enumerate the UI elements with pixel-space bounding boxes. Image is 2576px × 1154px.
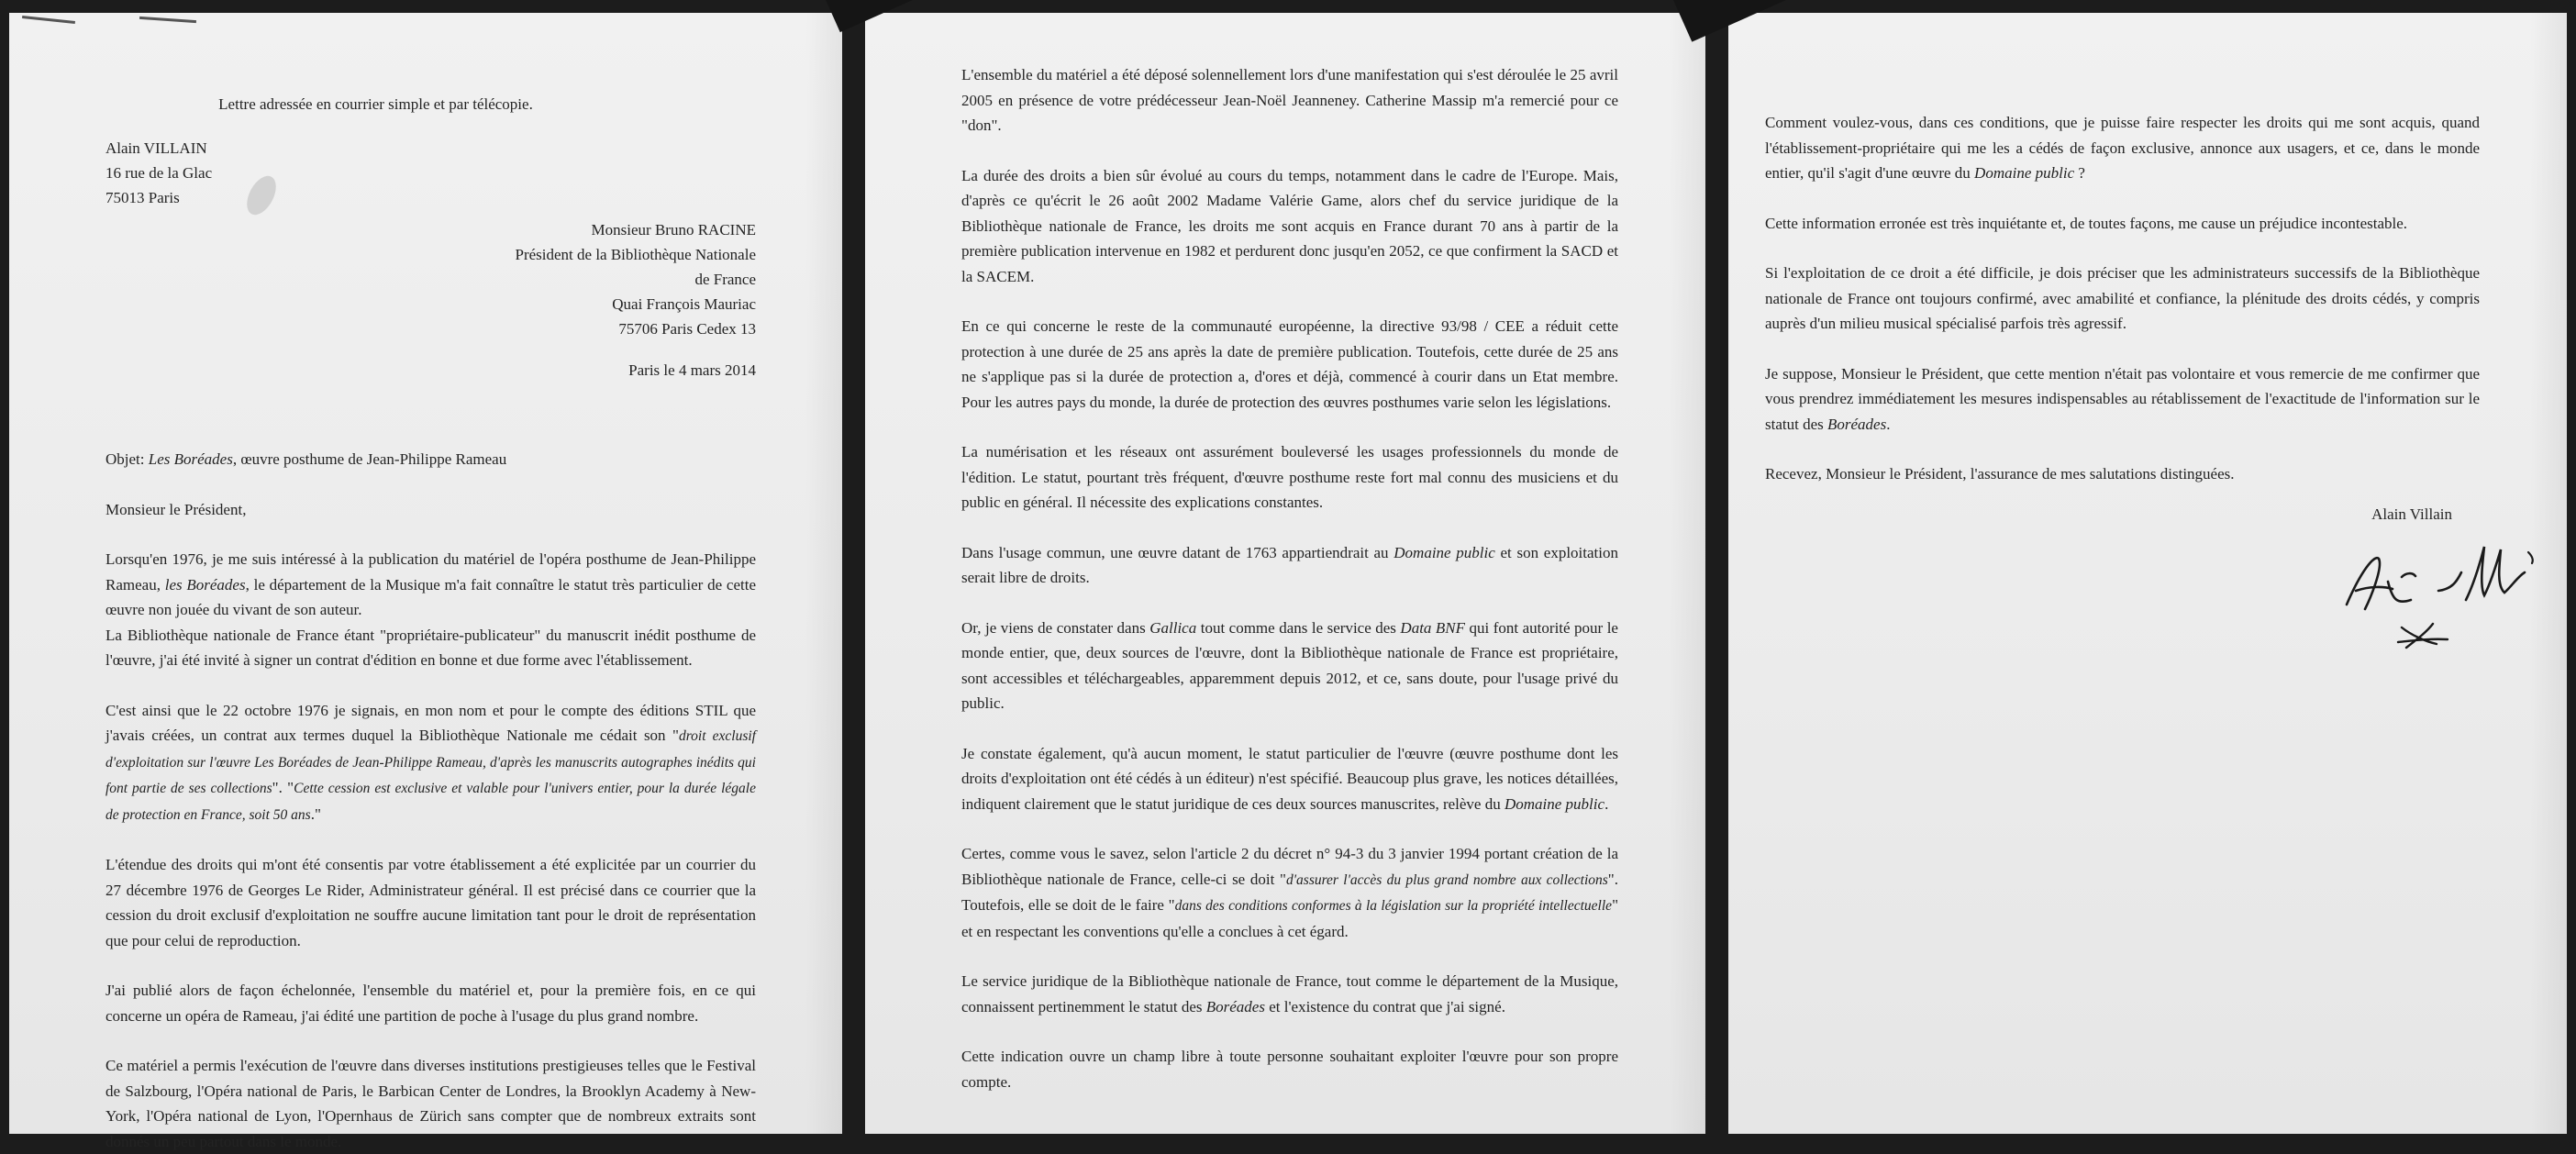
paragraph: La durée des droits a bien sûr évolué au cours du temps, notamment dans le cadre de l'Europe. Mais, d'après ce qu'écrit le 26 août 2002 Madame Valérie Game, alors chef du service juridique de la Bibliothèque nationale de France, les droits me sont acquis en France durant 70 ans à partir de la première publication intervenue en 1982 et perdurent donc jusqu'en 2052, ce que confirment la SACD et la SACEM. — [961, 166, 1618, 285]
sender-address — [105, 136, 756, 210]
sender-line: Alain VILLAIN — [105, 139, 207, 157]
paragraph: C'est ainsi que le 22 octobre 1976 je signais, en mon nom et pour le compte des éditions STIL que j'avais créées, un contrat aux termes duquel la Bibliothèque Nationale me cédait son "droit exclusif d'exploitation sur l'œuvre Les Boréades de Jean-Philippe Rameau, d'après les manuscrits autographes inédits qui font partie de ses collections". "Cette cession est exclusive et valable pour l'univers entier, pour la durée légale de protection en France, soit 50 ans." — [105, 701, 756, 823]
paragraph: Cette indication ouvre un champ libre à toute personne souhaitant exploiter l'œuvre pour son propre compte. — [961, 1048, 1618, 1091]
paragraph: J'ai publié alors de façon échelonnée, l'ensemble du matériel et, pour la première fois, en ce qui concerne un opéra de Rameau, j'ai édité une partition de poche à l'usage du plus grand nombre. — [105, 982, 756, 1025]
recipient-line: 75706 Paris Cedex 13 — [618, 319, 756, 338]
paragraph: Lorsqu'en 1976, je me suis intéressé à la publication du matériel de l'opéra posthume de Jean-Philippe Rameau, les Boréades, le département de la Musique m'a fait connaître le statut très particulier de cette œuvre non jouée du vivant de son auteur. — [105, 550, 756, 618]
paragraph: Recevez, Monsieur le Président, l'assurance de mes salutations distinguées. — [1765, 465, 2235, 483]
paragraph: L'ensemble du matériel a été déposé solennellement lors d'une manifestation qui s'est déroulée le 25 avril 2005 en présence de votre prédécesseur Jean-Noël Jeanneney. Catherine Massip m'a remercié pour ce "don". — [961, 66, 1618, 134]
recipient-line: Président de la Bibliothèque Nationale — [515, 245, 756, 263]
paragraph: Cette information erronée est très inquiétante et, de toutes façons, me cause un préjudice incontestable. — [1765, 214, 2408, 232]
paragraph: Or, je viens de constater dans Gallica tout comme dans le service des Data BNF qui font autorité pour le monde entier, que, deux sources de l'œuvre, dont la Bibliothèque nationale de France est propriétaire, sont accessibles et téléchargeables, apparemment depuis 2012, et ce, sans doute, pour l'usage privé du public. — [961, 618, 1618, 712]
folded-corner — [1673, 0, 1884, 42]
paragraph: La Bibliothèque nationale de France étant "propriétaire-publicateur" du manuscrit inédit posthume de l'œuvre, j'ai été invité à signer un contrat d'édition en bonne et due forme avec l'établissement. — [105, 626, 756, 669]
header-note: Lettre adressée en courrier simple et par télécopie. — [218, 95, 533, 113]
letter-date: Paris le 4 mars 2014 — [628, 361, 756, 379]
page-shadow — [805, 13, 842, 1134]
recipient-line: Monsieur Bruno RACINE — [591, 220, 756, 239]
salutation: Monsieur le Président, — [105, 500, 247, 518]
recipient-line: de France — [694, 270, 756, 288]
paragraph: Dans l'usage commun, une œuvre datant de 1763 appartiendrait au Domaine public et son exploitation serait libre de droits. — [961, 543, 1618, 586]
page-shadow — [1669, 13, 1705, 1134]
subject-title: Les Boréades — [148, 450, 233, 468]
paragraph: Comment voulez-vous, dans ces conditions, que je puisse faire respecter les droits qui me sont acquis, quand l'établissement-propriétaire qui me les a cédés de façon exclusive, annonce aux usagers, et ce, dans le monde entier, qu'il s'agit d'une œuvre du Domaine public ? — [1765, 114, 2480, 182]
paragraph: Si l'exploitation de ce droit a été difficile, je dois préciser que les administrateurs successifs de la Bibliothèque nationale de France ont toujours confirmé, avec amabilité et confiance, la plénitude des droits cédés, y compris auprès d'un milieu musical spécialisé parfois très agressif. — [1765, 264, 2480, 332]
page-shadow — [2530, 13, 2567, 1134]
paragraph: Ce matériel a permis l'exécution de l'œuvre dans diverses institutions prestigieuses telles que le Festival de Salzbourg, l'Opéra national de Paris, le Barbican Center de Londres, la Brooklyn Academy à New-York, l'Opéra national de Lyon, l'Opernhaus de Zürich sans compter que de nombreux extraits sont donnés un peu partout dans le monde. — [105, 1057, 756, 1150]
letter-page-2 — [865, 13, 1705, 1134]
paragraph: Certes, comme vous le savez, selon l'article 2 du décret n° 94-3 du 3 janvier 1994 portant création de la Bibliothèque nationale de France, celle-ci se doit "d'assurer l'accès du plus grand nombre aux collections". Toutefois, elle se doit de le faire "dans des conditions conformes à la législation sur la propriété intellectuelle" et en respectant les conventions qu'elle a conclues à cet égard. — [961, 845, 1619, 940]
folded-corner — [819, 0, 1049, 32]
paragraph: Je suppose, Monsieur le Président, que cette mention n'était pas volontaire et vous remercie de me confirmer que vous prendrez immédiatement les mesures indispensables au rétablissement de l'exactitude de l'information sur le statut des Boréades. — [1765, 364, 2480, 433]
handwritten-signature — [2337, 536, 2548, 655]
signature-name: Alain Villain — [2371, 505, 2452, 523]
sender-line: 75013 Paris — [105, 188, 180, 206]
paragraph: En ce qui concerne le reste de la communauté européenne, la directive 93/98 / CEE a réduit cette protection à une durée de 25 ans après la date de première publication. Toutefois, cette durée de 25 ans ne s'applique pas si la durée de protection a, d'ores et déjà, commencé à courir dans un Etat membre. Pour les autres pays du monde, la durée de protection des œuvres posthumes varie selon les législations. — [961, 317, 1618, 411]
paragraph: L'étendue des droits qui m'ont été consentis par votre établissement a été explicitée par un courrier du 27 décembre 1976 de Georges Le Rider, Administrateur général. Il est précisé dans ce courrier que la cession du droit exclusif d'exploitation ne souffre aucune limitation tant pour le droit de représentation que pour celui de reproduction. — [105, 856, 756, 949]
scratch-mark — [22, 16, 75, 24]
paragraph: Je constate également, qu'à aucun moment, le statut particulier de l'œuvre (œuvre posthume dont les droits d'exploitation ont été cédés à un éditeur) n'est spécifié. Beaucoup plus grave, les notices détaillées, indiquent clairement que le statut juridique de ces deux sources manuscrites, relève du Domaine public. — [961, 744, 1618, 813]
recipient-line: Quai François Mauriac — [612, 294, 756, 313]
subject-rest: , œuvre posthume de Jean-Philippe Rameau — [232, 450, 507, 468]
paragraph: La numérisation et les réseaux ont assurément bouleversé les usages professionnels du monde de l'édition. Le statut, pourtant très fréquent, d'œuvre posthume reste fort mal connu des musiciens et du public en général. Il nécessite des explications constantes. — [961, 443, 1618, 511]
sender-line: 16 rue de la Glac — [105, 163, 213, 182]
letter-page-1 — [9, 13, 842, 1150]
paragraph: Le service juridique de la Bibliothèque nationale de France, tout comme le département de la Musique, connaissent pertinemment le statut des Boréades et l'existence du contrat que j'ai signé. — [961, 972, 1618, 1015]
scratch-mark — [139, 17, 196, 23]
subject-prefix: Objet: — [105, 450, 149, 468]
letter-page-3 — [1728, 13, 2567, 1134]
letter-subject — [105, 447, 756, 472]
recipient-address — [105, 217, 756, 341]
